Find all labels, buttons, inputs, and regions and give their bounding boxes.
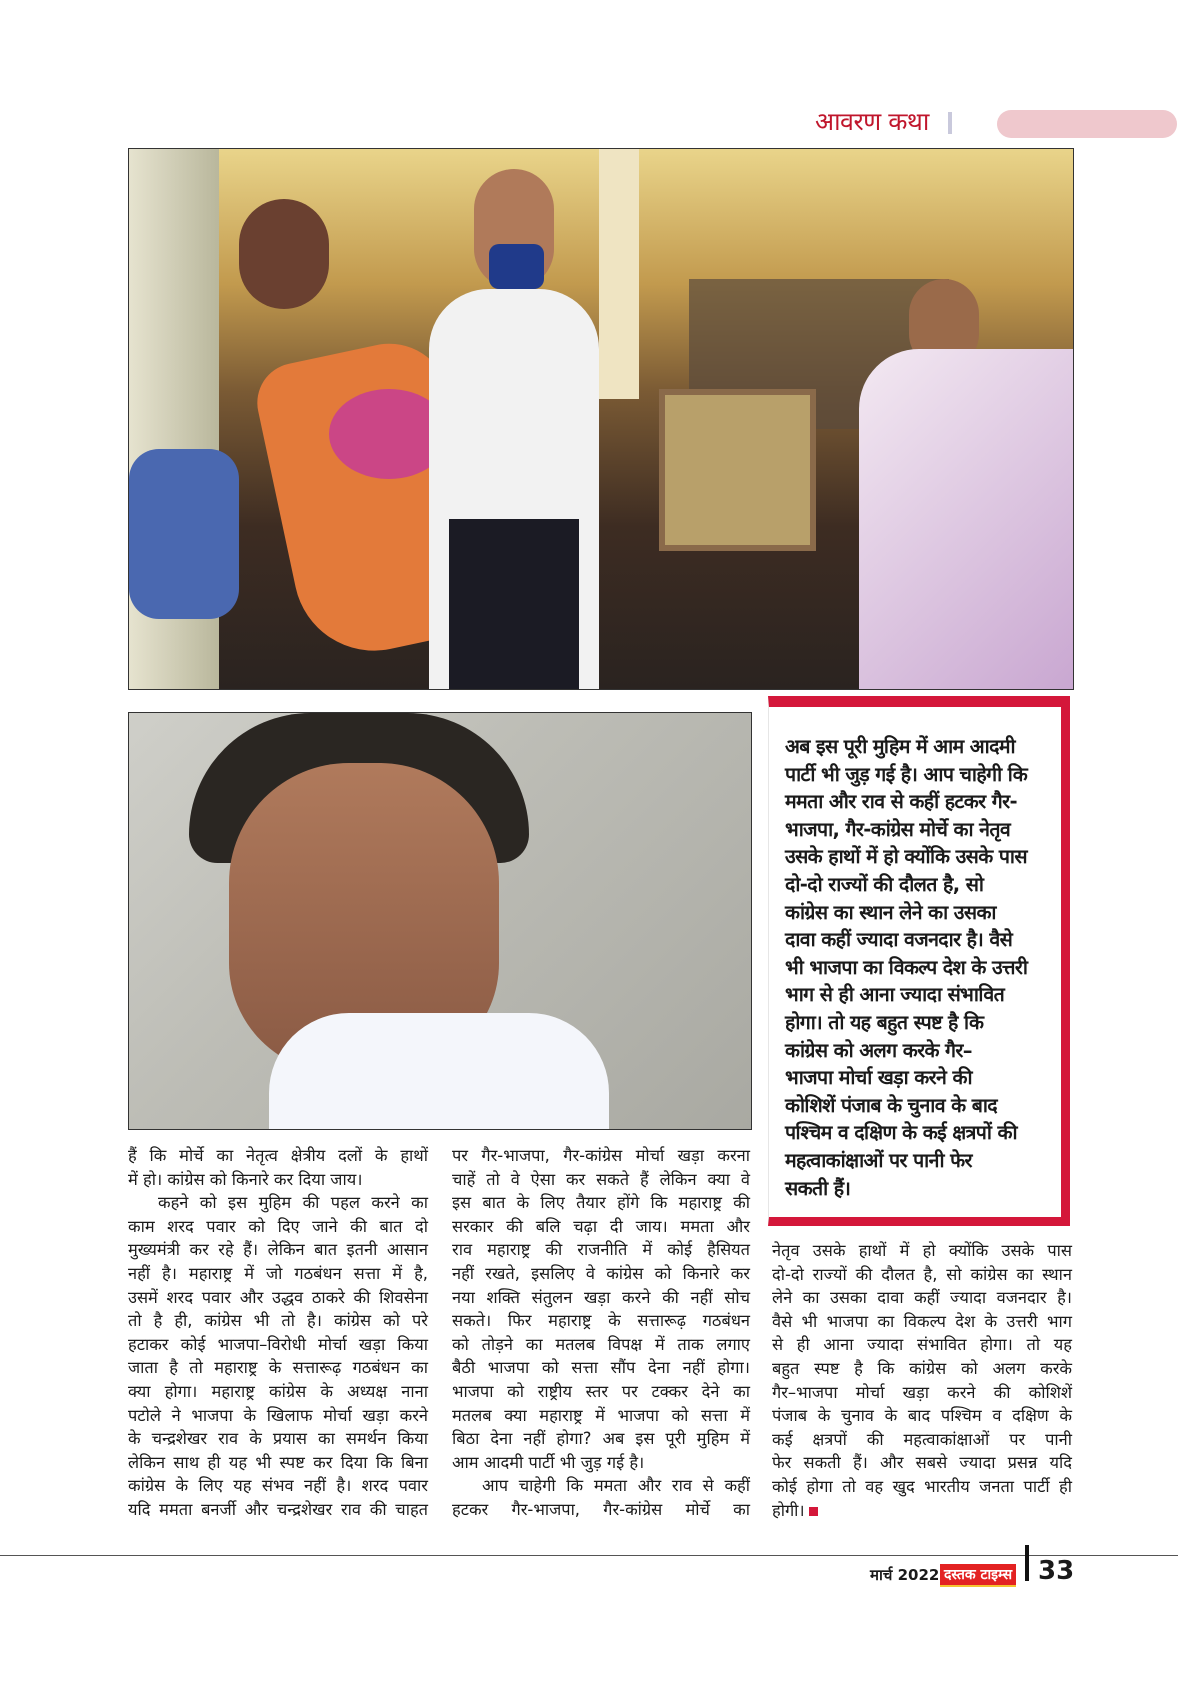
pull-quote-line: दो-दो राज्यों की दौलत है, सो [785, 872, 984, 896]
text-line: कांग्रेस के लिए यह संभव नहीं है। शरद पवार [128, 1476, 428, 1496]
article-column-3 [772, 1239, 1072, 1522]
text-line: राव महाराष्ट्र की राजनीति में कोई हैसियत [452, 1240, 750, 1260]
text-line: पंजाब के चुनाव के बाद पश्चिम व दक्षिण के [772, 1406, 1072, 1426]
pull-quote-line: भाजपा, गैर-कांग्रेस मोर्चे का नेतृव [785, 817, 1011, 841]
pull-quote-line: भाजपा मोर्चा खड़ा करने की [785, 1066, 972, 1090]
section-divider [948, 112, 952, 134]
pull-quote-line: कोशिशें पंजाब के चुनाव के बाद [785, 1093, 998, 1117]
text-line: कहने को इस मुहिम की पहल करने का [158, 1193, 428, 1213]
pull-quote-line: पश्चिम व दक्षिण के कई क्षत्रपों की [785, 1121, 1017, 1145]
text-line: सरकार की बलि चढ़ा दी जाय। ममता और [452, 1216, 750, 1236]
text-line: नहीं है। महाराष्ट्र में जो गठबंधन सत्ता में है, [128, 1263, 428, 1283]
text-line: पर गैर-भाजपा, गैर-कांग्रेस मोर्चा खड़ा करना [452, 1146, 750, 1165]
text-line: क्या होगा। महाराष्ट्र कांग्रेस के अध्यक्ष नाना [128, 1381, 428, 1401]
text-line: पटोले ने भाजपा के खिलाफ मोर्चा खड़ा करने [128, 1405, 428, 1425]
section-pill-decoration [997, 110, 1177, 138]
text-line: हटाकर कोई भाजपा–विरोधी मोर्चा खड़ा किया [128, 1334, 428, 1354]
text-line: काम शरद पवार को दिए जाने की बात दो [128, 1216, 428, 1236]
text-line: सकते। फिर महाराष्ट्र के सत्तारूढ़ गठबंधन [452, 1311, 750, 1331]
text-line: इस बात के लिए तैयार होंगे कि महाराष्ट्र की [452, 1193, 750, 1213]
article-column-2 [452, 1144, 750, 1522]
photo-meeting [128, 148, 1074, 690]
page-number: 33 [1038, 1556, 1075, 1586]
text-line: नहीं रखते, इसलिए वे कांग्रेस को किनारे कर [452, 1263, 750, 1283]
pull-quote-line: महत्वाकांक्षाओं पर पानी फेर [785, 1148, 972, 1172]
text-line: में हो। कांग्रेस को किनारे कर दिया जाय। [128, 1169, 363, 1189]
text-line: के चन्द्रशेखर राव के प्रयास का समर्थन किया [128, 1429, 428, 1449]
pull-quote-line: होगा। तो यह बहुत स्पष्ट है कि [785, 1010, 984, 1034]
pull-quote-line: कांग्रेस को अलग करके गैर– [785, 1038, 972, 1062]
text-line: नेतृव उसके हाथों में हो क्योंकि उसके पास [772, 1241, 1072, 1260]
magazine-logo: दस्तक टाइम्स [940, 1564, 1016, 1587]
text-line: कोई होगा तो वह खुद भारतीय जनता पार्टी ही [772, 1476, 1072, 1496]
pull-quote-line: ममता और राव से कहीं हटकर गैर- [785, 790, 1017, 814]
text-line: तो है ही, कांग्रेस भी तो है। कांग्रेस को परे [128, 1311, 428, 1331]
footer-rule [0, 1555, 1178, 1556]
text-line: लेने का उसका दावा कहीं ज्यादा वजनदार है। [772, 1288, 1072, 1308]
section-label: आवरण कथा [815, 107, 929, 136]
text-line: आप चाहेगी कि ममता और राव से कहीं [482, 1476, 750, 1496]
text-line: चाहें तो वे ऐसा कर सकते हैं लेकिन क्या वे [452, 1169, 750, 1189]
pull-quote-text [785, 733, 1047, 1202]
text-line: फेर सकती हैं। और सबसे ज्यादा प्रसन्न यदि [772, 1453, 1072, 1473]
pull-quote-line: पार्टी भी जुड़ गई है। आप चाहेगी कि [785, 762, 1028, 786]
text-line: मुख्यमंत्री कर रहे हैं। लेकिन बात इतनी आसान [128, 1240, 428, 1260]
photo-portrait [128, 712, 752, 1130]
pull-quote-line: दावा कहीं ज्यादा वजनदार है। वैसे [785, 928, 1013, 952]
text-line: बहुत स्पष्ट है कि कांग्रेस को अलग करके [772, 1358, 1072, 1378]
text-line: लेकिन साथ ही यह भी स्पष्ट कर दिया कि बिना [128, 1452, 428, 1472]
pull-quote-line: भी भाजपा का विकल्प देश के उत्तरी [785, 955, 1028, 979]
text-line: जाता है तो महाराष्ट्र के सत्तारूढ़ गठबंधन का [128, 1358, 428, 1378]
text-line: हटकर गैर-भाजपा, गैर-कांग्रेस मोर्चे का [452, 1499, 750, 1519]
footer-divider [1025, 1545, 1029, 1581]
text-line: नया शक्ति संतुलन खड़ा करने की नहीं सोच [452, 1287, 750, 1307]
text-line: बिठा देना नहीं होगा? अब इस पूरी मुहिम में [452, 1429, 750, 1449]
text-line: हैं कि मोर्चे का नेतृत्व क्षेत्रीय दलों के हाथों [128, 1146, 428, 1165]
text-line: होगी। [772, 1499, 1072, 1523]
text-line: वैसे भी भाजपा का विकल्प देश के उत्तरी भाग [772, 1311, 1072, 1331]
text-line: यदि ममता बनर्जी और चन्द्रशेखर राव की चाहत [128, 1499, 428, 1519]
text-line: को तोड़ने का मतलब विपक्ष में ताक लगाए [452, 1334, 750, 1354]
text-line: मतलब क्या महाराष्ट्र में भाजपा को सत्ता में [452, 1405, 750, 1425]
pull-quote-line: कांग्रेस का स्थान लेने का उसका [785, 900, 996, 924]
end-mark-icon [809, 1507, 818, 1516]
pull-quote-box [768, 696, 1070, 1226]
pull-quote-line: उसके हाथों में हो क्योंकि उसके पास [785, 845, 1027, 869]
pull-quote-line: सकती हैं। [785, 1176, 851, 1200]
text-line: दो-दो राज्यों की दौलत है, सो कांग्रेस का स्थान [772, 1264, 1072, 1284]
text-line: से ही आना ज्यादा संभावित होगा। तो यह [772, 1335, 1072, 1355]
pull-quote-line: अब इस पूरी मुहिम में आम आदमी [785, 735, 1015, 758]
issue-date: मार्च 2022 [870, 1566, 940, 1584]
article-column-1 [128, 1144, 428, 1522]
text-line: कई क्षत्रपों की महत्वाकांक्षाओं पर पानी [772, 1429, 1072, 1449]
text-line: भाजपा को राष्ट्रीय स्तर पर टक्कर देने का [452, 1381, 750, 1401]
text-line: आम आदमी पार्टी भी जुड़ गई है। [452, 1452, 645, 1472]
pull-quote-line: भाग से ही आना ज्यादा संभावित [785, 983, 1005, 1007]
text-line: बैठी भाजपा को सत्ता सौंप देना नहीं होगा। [452, 1358, 750, 1378]
text-line: गैर–भाजपा मोर्चा खड़ा करने की कोशिशें [772, 1382, 1072, 1402]
text-line: उसमें शरद पवार और उद्धव ठाकरे की शिवसेना [128, 1287, 428, 1307]
